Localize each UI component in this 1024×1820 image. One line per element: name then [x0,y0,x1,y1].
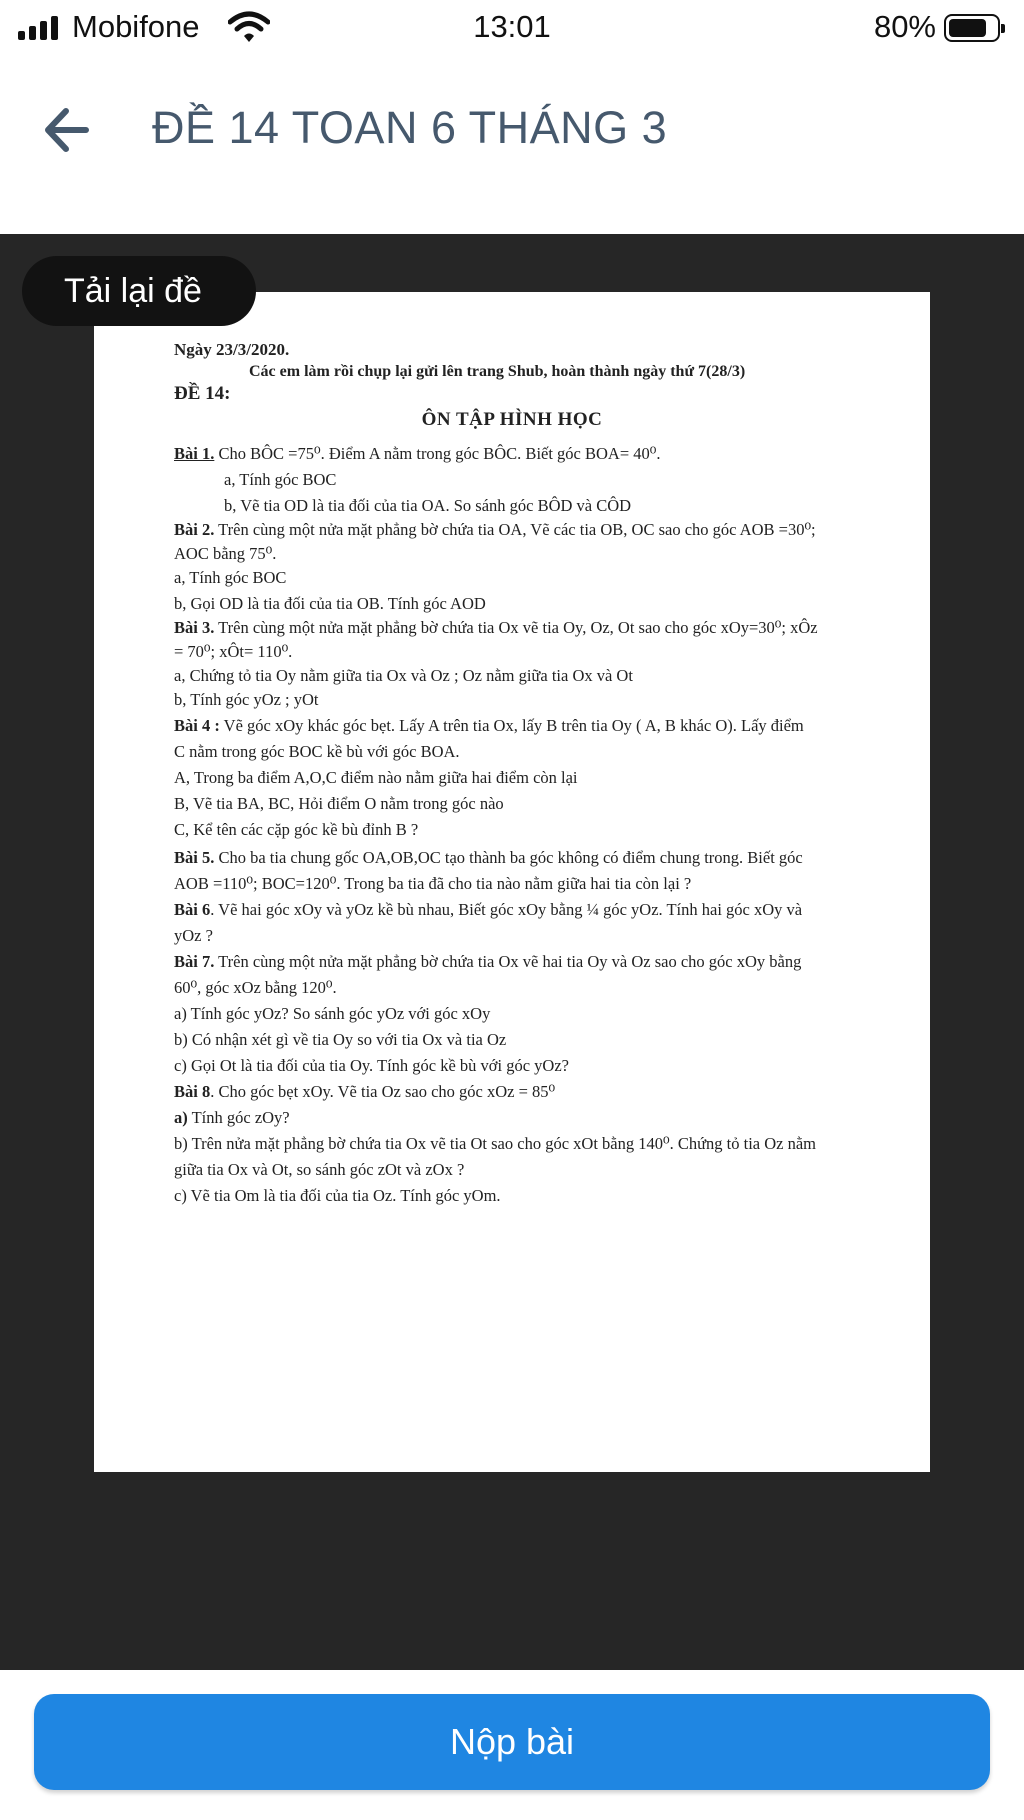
bai3-question: Bài 3. Trên cùng một nửa mặt phẳng bờ chứa tia Ox vẽ tia Oy, Oz, Ot sao cho góc xOy=30⁰; xÔz [174,618,818,637]
doc-date: Ngày 23/3/2020. [174,340,290,359]
bai1-b: b, Vẽ tia OD là tia đối của tia OA. So sánh góc BÔD và CÔD [224,496,632,515]
bai8-question: Bài 8. Cho góc bẹt xOy. Vẽ tia Oz sao cho góc xOz = 85⁰ [174,1082,556,1101]
bai4-a: A, Trong ba điểm A,O,C điểm nào nằm giữa hai điểm còn lại [174,768,578,787]
bai8-b-cont: giữa tia Ox và Ot, so sánh góc zOt và zOx ? [174,1160,465,1179]
submit-button[interactable]: Nộp bài [34,1694,990,1790]
bai8-b: b) Trên nửa mặt phẳng bờ chứa tia Ox vẽ tia Ot sao cho góc xOt bằng 140⁰. Chứng tỏ tia Oz nằm [174,1134,817,1153]
arrow-left-icon[interactable] [36,98,100,162]
bai6-question: Bài 6. Vẽ hai góc xOy và yOz kề bù nhau, Biết góc xOy bằng ¼ góc yOz. Tính hai góc xOy và [174,900,803,919]
exam-page [94,292,930,1472]
doc-exam-title: ĐỀ 14: [174,383,231,404]
carrier-name: Mobifone [72,9,200,44]
reload-exam-button[interactable]: Tải lại đề [22,256,256,326]
bai7-a: a) Tính góc yOz? So sánh góc yOz với góc xOy [174,1004,491,1023]
bai2-question: Bài 2. Trên cùng một nửa mặt phẳng bờ chứa tia OA, Vẽ các tia OB, OC sao cho góc AOB =30⁰; [174,520,816,539]
bai7-b: b) Có nhận xét gì về tia Oy so với tia Ox và tia Oz [174,1030,507,1049]
bai3-a: a, Chứng tỏ tia Oy nằm giữa tia Ox và Oz ; Oz nằm giữa tia Ox và Ot [174,666,633,685]
bai1-a: a, Tính góc BOC [224,470,337,489]
doc-instruction: Các em làm rồi chụp lại gửi lên trang Shub, hoàn thành ngày thứ 7(28/3) [249,363,746,380]
battery-percent: 80% [873,9,936,44]
doc-heading: ÔN TẬP HÌNH HỌC [421,409,603,430]
bai4-question: Bài 4 : Vẽ góc xOy khác góc bẹt. Lấy A trên tia Ox, lấy B trên tia Oy ( A, B khác O). Lấy điểm [174,716,804,735]
bai4-question-cont: C nằm trong góc BOC kề bù với góc BOA. [174,742,460,761]
bai8-c: c) Vẽ tia Om là tia đối của tia Oz. Tính góc yOm. [174,1186,501,1205]
bai3-b: b, Tính góc yOz ; yOt [174,690,319,709]
bai3-question-cont: = 70⁰; xÔt= 110⁰. [174,642,293,661]
bai2-question-cont: AOC bằng 75⁰. [174,544,277,563]
bai7-question-cont: 60⁰, góc xOz bằng 120⁰. [174,978,337,997]
bai7-c: c) Gọi Ot là tia đối của tia Oy. Tính góc kề bù với góc yOz? [174,1056,569,1075]
battery-icon [944,14,1000,42]
bai2-a: a, Tính góc BOC [174,568,287,587]
bottom-bar [0,1670,1024,1820]
bai5-question-cont: AOB =110⁰; BOC=120⁰. Trong ba tia đã cho tia nào nằm giữa hai tia còn lại ? [174,874,692,893]
bai4-c: C, Kể tên các cặp góc kề bù đỉnh B ? [174,820,419,839]
bai7-question: Bài 7. Trên cùng một nửa mặt phẳng bờ chứa tia Ox vẽ hai tia Oy và Oz sao cho góc xOy bằng [174,952,802,971]
bai6-question-cont: yOz ? [174,926,213,945]
bai8-a: a) Tính góc zOy? [174,1108,290,1127]
page-title: ĐỀ 14 TOAN 6 THÁNG 3 [152,102,668,153]
bai1-question: Bài 1. Cho BÔC =75⁰. Điểm A nằm trong góc BÔC. Biết góc BOA= 40⁰. [174,444,661,463]
app-header [0,70,1024,190]
status-bar [0,0,1024,56]
document-viewer[interactable] [0,234,1024,1670]
bai2-b: b, Gọi OD là tia đối của tia OB. Tính góc AOD [174,594,486,613]
clock: 13:01 [473,9,551,44]
bai4-b: B, Vẽ tia BA, BC, Hỏi điểm O nằm trong góc nào [174,794,504,813]
bai5-question: Bài 5. Cho ba tia chung gốc OA,OB,OC tạo thành ba góc không có điểm chung trong. Biết góc [174,848,803,867]
